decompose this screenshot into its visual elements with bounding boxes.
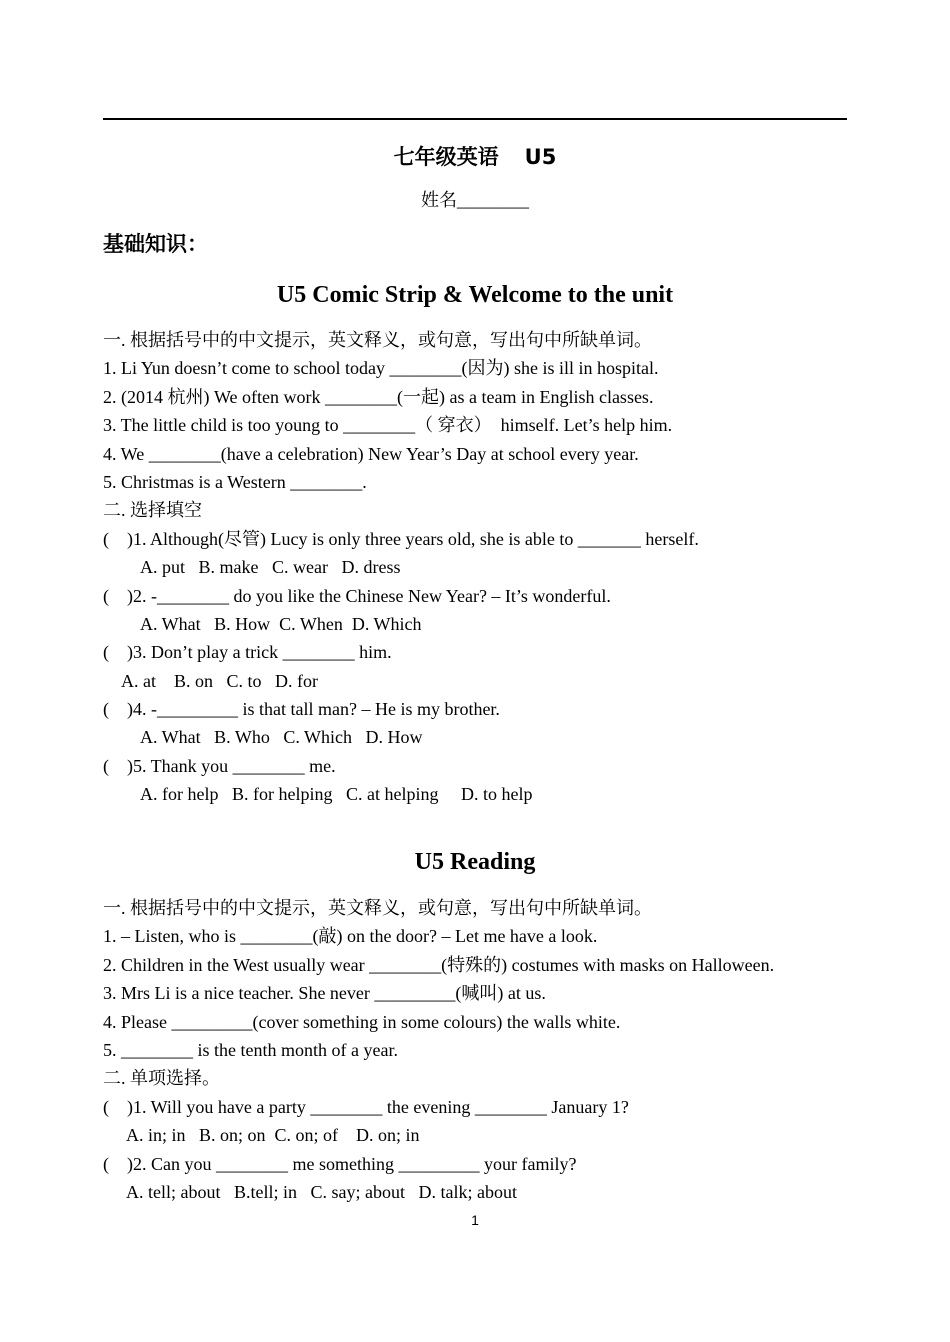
question-line: 1. Li Yun doesn’t come to school today ________(因为) she is ill in hospital. <box>103 358 659 379</box>
instruction-line: 一. 根据括号中的中文提示，英文释义，或句意，写出句中所缺单词。 <box>103 898 652 918</box>
instruction-line: 一. 根据括号中的中文提示，英文释义，或句意，写出句中所缺单词。 <box>103 330 652 350</box>
question-line: ( )2. Can you ________ me something _________ your family? <box>103 1153 577 1174</box>
section-title-reading: U5 Reading <box>414 849 536 875</box>
name-field-label: 姓名________ <box>421 190 529 210</box>
question-line: 1. – Listen, who is ________(敲) on the door? – Let me have a look. <box>103 926 598 947</box>
question-line: ( )5. Thank you ________ me. <box>103 755 336 776</box>
title-unit: U5 <box>524 145 557 169</box>
question-line: 3. The little child is too young to ________（ 穿衣） himself. Let’s help him. <box>103 415 673 436</box>
question-line: ( )2. -________ do you like the Chinese New Year? – It’s wonderful. <box>103 585 611 606</box>
basic-knowledge-heading: 基础知识： <box>103 232 208 256</box>
question-line: ( )3. Don’t play a trick ________ him. <box>103 642 392 663</box>
title-text: 七年级英语 <box>393 145 499 169</box>
question-line: 3. Mrs Li is a nice teacher. She never _________(喊叫) at us. <box>103 983 546 1004</box>
question-line: 2. (2014 杭州) We often work ________(一起) as a team in English classes. <box>103 386 654 407</box>
options-line: A. in; in B. on; on C. on; of D. on; in <box>126 1125 420 1146</box>
options-line: A. at B. on C. to D. for <box>121 670 318 691</box>
options-line: A. What B. How C. When D. Which <box>140 613 422 634</box>
question-line: ( )1. Although(尽管) Lucy is only three years old, she is able to _______ herself. <box>103 528 699 549</box>
question-line: 5. ________ is the tenth month of a year. <box>103 1039 398 1060</box>
page-number: 1 <box>471 1212 479 1228</box>
question-line: 4. We ________(have a celebration) New Year’s Day at school every year. <box>103 443 639 464</box>
question-line: ( )1. Will you have a party ________ the evening ________ January 1? <box>103 1096 629 1117</box>
section-comic-strip-content <box>103 326 863 809</box>
instruction-line: 二. 选择填空 <box>103 500 202 521</box>
question-line: ( )4. -_________ is that tall man? – He is my brother. <box>103 699 500 720</box>
question-line: 4. Please _________(cover something in some colours) the walls white. <box>103 1011 621 1032</box>
section-reading-content <box>103 894 863 1206</box>
question-line: 2. Children in the West usually wear ________(特殊的) costumes with masks on Halloween. <box>103 954 775 975</box>
question-line: 5. Christmas is a Western ________. <box>103 471 367 492</box>
instruction-line: 二. 单项选择。 <box>103 1068 220 1089</box>
options-line: A. put B. make C. wear D. dress <box>140 557 401 578</box>
section-title-comic-strip: U5 Comic Strip & Welcome to the unit <box>276 282 674 308</box>
page-title <box>0 141 950 171</box>
options-line: A. What B. Who C. Which D. How <box>140 727 423 748</box>
options-line: A. tell; about B.tell; in C. say; about D. talk; about <box>126 1181 517 1202</box>
header-rule <box>103 118 847 120</box>
options-line: A. for help B. for helping C. at helping D. to help <box>140 784 533 805</box>
